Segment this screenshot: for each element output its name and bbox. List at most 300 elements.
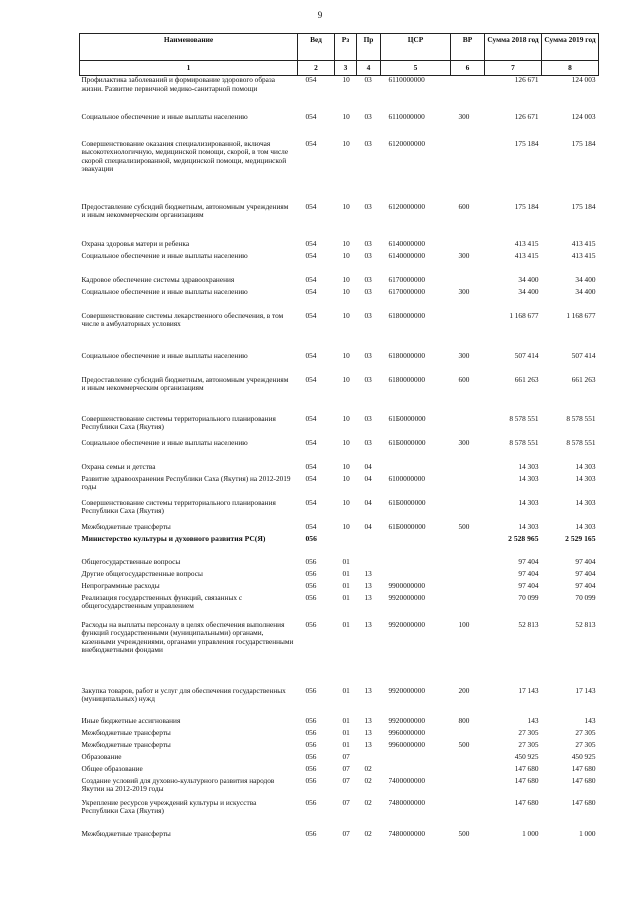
cell-csr: 6170000000 bbox=[388, 286, 425, 296]
cell-csr: 6110000000 bbox=[388, 111, 425, 121]
cell-s2019: 34 400 bbox=[575, 274, 596, 284]
cell-pr bbox=[357, 753, 381, 765]
cell-vr bbox=[451, 570, 485, 582]
header-csr: ЦСР bbox=[381, 34, 451, 61]
cell-s2018: 147 680 bbox=[514, 763, 539, 773]
cell-s2018: 14 303 bbox=[518, 461, 539, 471]
cell-pr: 04 bbox=[364, 497, 372, 507]
cell-name: Совершенствование оказания специализированной, включая высокотехнологичную, медицинской помощи, скорой, в том числе скорой специализированной, медицинской помощи, медицинской эвакуации bbox=[81, 138, 289, 174]
cell-rz: 01 bbox=[342, 580, 350, 590]
column-number: 1 bbox=[80, 61, 298, 76]
column-number: 7 bbox=[485, 61, 542, 76]
cell-ved: 054 bbox=[305, 473, 317, 483]
column-number: 3 bbox=[335, 61, 357, 76]
cell-s2019: 450 925 bbox=[571, 751, 596, 761]
cell-pr: 03 bbox=[364, 250, 372, 260]
table-row bbox=[80, 687, 599, 717]
cell-s2019: 8 578 551 bbox=[566, 437, 596, 447]
cell-rz: 10 bbox=[342, 201, 350, 211]
cell-rz: 01 bbox=[342, 739, 350, 749]
cell-pr: 13 bbox=[364, 592, 372, 602]
cell-s2019: 17 143 bbox=[575, 685, 596, 695]
cell-s2018: 14 303 bbox=[518, 521, 539, 531]
cell-s2018: 147 680 bbox=[514, 775, 539, 785]
cell-s2019: 661 263 bbox=[571, 374, 596, 384]
cell-s2018: 8 578 551 bbox=[509, 413, 539, 423]
cell-s2018: 97 404 bbox=[518, 556, 539, 566]
cell-name: Охрана семьи и детства bbox=[81, 461, 156, 471]
table-row bbox=[80, 76, 599, 113]
cell-rz: 01 bbox=[342, 556, 350, 566]
cell-s2018: 175 184 bbox=[514, 201, 539, 211]
cell-csr: 6100000000 bbox=[388, 473, 425, 483]
cell-csr bbox=[381, 765, 451, 777]
page-number: 9 bbox=[317, 10, 323, 20]
cell-pr: 13 bbox=[364, 580, 372, 590]
cell-s2019: 413 415 bbox=[571, 238, 596, 248]
cell-ved: 054 bbox=[305, 350, 317, 360]
cell-ved: 056 bbox=[305, 619, 317, 629]
cell-rz: 01 bbox=[342, 592, 350, 602]
cell-vr: 300 bbox=[458, 250, 470, 260]
column-number: 8 bbox=[542, 61, 599, 76]
cell-vr: 800 bbox=[458, 715, 470, 725]
cell-name: Общее образование bbox=[81, 763, 143, 773]
cell-s2019: 143 bbox=[584, 715, 596, 725]
cell-s2018: 14 303 bbox=[518, 473, 539, 483]
cell-s2019: 52 813 bbox=[575, 619, 596, 629]
cell-pr: 13 bbox=[364, 727, 372, 737]
cell-ved: 056 bbox=[305, 727, 317, 737]
cell-pr: 03 bbox=[364, 310, 372, 320]
cell-s2018: 97 404 bbox=[518, 568, 539, 578]
cell-s2019: 97 404 bbox=[575, 580, 596, 590]
cell-s2018: 97 404 bbox=[518, 580, 539, 590]
header-pr: Пр bbox=[357, 34, 381, 61]
cell-vr bbox=[451, 777, 485, 799]
cell-csr: 6120000000 bbox=[388, 138, 425, 148]
table-row bbox=[80, 252, 599, 276]
cell-ved: 056 bbox=[305, 828, 317, 838]
cell-csr: 7400000000 bbox=[388, 775, 425, 785]
cell-ved: 054 bbox=[305, 497, 317, 507]
cell-name: Социальное обеспечение и иные выплаты населению bbox=[81, 286, 248, 296]
cell-rz: 01 bbox=[342, 568, 350, 578]
cell-vr bbox=[451, 535, 485, 558]
cell-name: Непрограммные расходы bbox=[81, 580, 160, 590]
cell-csr: 9960000000 bbox=[388, 727, 425, 737]
cell-rz: 10 bbox=[342, 138, 350, 148]
cell-csr: 6140000000 bbox=[388, 250, 425, 260]
header-name: Наименование bbox=[80, 34, 298, 61]
cell-csr: 61Б0000000 bbox=[388, 497, 426, 507]
cell-s2019: 124 003 bbox=[571, 111, 596, 121]
table-row bbox=[80, 352, 599, 376]
cell-name: Создание условий для духовно-культурного развития народов Якутии на 2012-2019 годы bbox=[81, 775, 275, 794]
cell-ved: 054 bbox=[305, 374, 317, 384]
cell-s2019: 413 415 bbox=[571, 250, 596, 260]
table-row bbox=[80, 799, 599, 830]
cell-pr bbox=[357, 558, 381, 570]
cell-s2019: 27 305 bbox=[575, 739, 596, 749]
cell-csr bbox=[381, 535, 451, 558]
cell-rz: 01 bbox=[342, 727, 350, 737]
table-row bbox=[80, 717, 599, 729]
table-row bbox=[80, 113, 599, 140]
cell-s2019: 507 414 bbox=[571, 350, 596, 360]
table-row bbox=[80, 765, 599, 777]
cell-s2019: 14 303 bbox=[575, 461, 596, 471]
cell-s2019: 1 000 bbox=[579, 828, 596, 838]
column-number: 4 bbox=[357, 61, 381, 76]
cell-vr: 300 bbox=[458, 111, 470, 121]
cell-ved: 056 bbox=[305, 580, 317, 590]
cell-s2018: 175 184 bbox=[514, 138, 539, 148]
cell-ved: 054 bbox=[305, 138, 317, 148]
cell-vr bbox=[451, 499, 485, 523]
cell-pr: 03 bbox=[364, 75, 372, 84]
cell-pr: 03 bbox=[364, 138, 372, 148]
table-row bbox=[80, 535, 599, 558]
cell-ved: 054 bbox=[305, 250, 317, 260]
cell-vr bbox=[451, 312, 485, 352]
header-ved: Вед bbox=[298, 34, 335, 61]
table-row bbox=[80, 830, 599, 844]
cell-pr: 03 bbox=[364, 201, 372, 211]
table-row bbox=[80, 288, 599, 312]
cell-pr: 13 bbox=[364, 685, 372, 695]
budget-table-container bbox=[79, 33, 598, 844]
cell-ved: 056 bbox=[305, 763, 317, 773]
cell-vr bbox=[451, 558, 485, 570]
cell-ved: 054 bbox=[305, 437, 317, 447]
cell-pr: 13 bbox=[364, 715, 372, 725]
cell-s2018: 413 415 bbox=[514, 250, 539, 260]
table-row bbox=[80, 594, 599, 621]
cell-csr: 9960000000 bbox=[388, 739, 425, 749]
cell-vr: 500 bbox=[458, 828, 470, 838]
table-row bbox=[80, 203, 599, 240]
cell-s2018: 1 000 bbox=[522, 828, 539, 838]
cell-pr: 13 bbox=[364, 739, 372, 749]
cell-ved: 056 bbox=[305, 685, 317, 695]
cell-vr bbox=[451, 475, 485, 499]
cell-name: Межбюджетные трансферты bbox=[81, 521, 171, 531]
cell-name: Социальное обеспечение и иные выплаты населению bbox=[81, 111, 248, 121]
table-row bbox=[80, 753, 599, 765]
cell-s2019: 124 003 bbox=[571, 75, 596, 84]
cell-name: Развитие здравоохранения Республики Саха (Якутия) на 2012-2019 годы bbox=[81, 473, 291, 492]
table-header-row bbox=[80, 34, 599, 61]
cell-rz: 10 bbox=[342, 437, 350, 447]
cell-name: Иные бюджетные ассигнования bbox=[81, 715, 181, 725]
cell-csr: 9920000000 bbox=[388, 619, 425, 629]
header-rz: Рз bbox=[335, 34, 357, 61]
cell-vr: 500 bbox=[458, 739, 470, 749]
cell-vr: 200 bbox=[458, 685, 470, 695]
cell-ved: 054 bbox=[305, 75, 317, 84]
cell-csr bbox=[381, 753, 451, 765]
cell-vr bbox=[451, 415, 485, 439]
cell-s2018: 126 671 bbox=[514, 75, 539, 84]
table-row bbox=[80, 312, 599, 352]
column-number-row bbox=[80, 61, 599, 76]
cell-rz: 10 bbox=[342, 374, 350, 384]
cell-name: Предоставление субсидий бюджетным, автономным учреждениям и иным некоммерческим организациям bbox=[81, 201, 289, 220]
cell-s2018: 450 925 bbox=[514, 751, 539, 761]
cell-name: Закупка товаров, работ и услуг для обеспечения государственных (муниципальных) нужд bbox=[81, 685, 286, 704]
cell-rz: 07 bbox=[342, 775, 350, 785]
cell-vr: 100 bbox=[458, 619, 470, 629]
table-row bbox=[80, 276, 599, 288]
cell-s2019: 14 303 bbox=[575, 497, 596, 507]
cell-rz: 10 bbox=[342, 111, 350, 121]
cell-csr: 6110000000 bbox=[388, 75, 425, 84]
cell-ved: 056 bbox=[305, 533, 317, 543]
cell-rz: 10 bbox=[342, 473, 350, 483]
cell-name: Образование bbox=[81, 751, 122, 761]
cell-s2019: 8 578 551 bbox=[566, 413, 596, 423]
cell-s2018: 143 bbox=[527, 715, 539, 725]
cell-name: Социальное обеспечение и иные выплаты населению bbox=[81, 250, 248, 260]
cell-rz: 07 bbox=[342, 763, 350, 773]
cell-name: Предоставление субсидий бюджетным, автономным учреждениям и иным некоммерческим организациям bbox=[81, 374, 289, 393]
table-row bbox=[80, 582, 599, 594]
cell-rz: 01 bbox=[342, 685, 350, 695]
cell-pr: 04 bbox=[364, 521, 372, 531]
cell-name: Укрепление ресурсов учреждений культуры и искусства Республики Саха (Якутия) bbox=[81, 797, 257, 816]
table-row bbox=[80, 376, 599, 415]
cell-s2019: 97 404 bbox=[575, 568, 596, 578]
cell-rz: 10 bbox=[342, 461, 350, 471]
table-row bbox=[80, 140, 599, 203]
cell-pr: 13 bbox=[364, 619, 372, 629]
cell-rz bbox=[335, 535, 357, 558]
cell-ved: 054 bbox=[305, 111, 317, 121]
cell-csr: 61Б0000000 bbox=[388, 521, 426, 531]
cell-csr: 6170000000 bbox=[388, 274, 425, 284]
cell-s2018: 147 680 bbox=[514, 797, 539, 807]
cell-csr: 7480000000 bbox=[388, 828, 425, 838]
cell-pr: 03 bbox=[364, 238, 372, 248]
cell-csr: 9920000000 bbox=[388, 715, 425, 725]
cell-pr: 03 bbox=[364, 111, 372, 121]
cell-s2018: 8 578 551 bbox=[509, 437, 539, 447]
cell-ved: 056 bbox=[305, 715, 317, 725]
cell-vr: 300 bbox=[458, 286, 470, 296]
table-row bbox=[80, 499, 599, 523]
cell-s2019: 14 303 bbox=[575, 473, 596, 483]
cell-name: Кадровое обеспечение системы здравоохранения bbox=[81, 274, 235, 284]
cell-s2018: 34 400 bbox=[518, 274, 539, 284]
cell-s2018: 126 671 bbox=[514, 111, 539, 121]
cell-pr: 04 bbox=[364, 473, 372, 483]
cell-csr bbox=[381, 570, 451, 582]
cell-rz: 10 bbox=[342, 521, 350, 531]
cell-vr bbox=[451, 240, 485, 252]
cell-ved: 056 bbox=[305, 797, 317, 807]
cell-s2019: 2 529 165 bbox=[565, 533, 596, 543]
cell-s2019: 27 305 bbox=[575, 727, 596, 737]
cell-rz: 01 bbox=[342, 619, 350, 629]
cell-pr: 03 bbox=[364, 274, 372, 284]
cell-s2019: 1 168 677 bbox=[566, 310, 596, 320]
cell-name: Межбюджетные трансферты bbox=[81, 727, 171, 737]
cell-csr bbox=[381, 463, 451, 475]
cell-s2018: 27 305 bbox=[518, 739, 539, 749]
table-row bbox=[80, 570, 599, 582]
cell-csr: 6180000000 bbox=[388, 310, 425, 320]
cell-s2019: 97 404 bbox=[575, 556, 596, 566]
cell-vr bbox=[451, 582, 485, 594]
cell-rz: 01 bbox=[342, 715, 350, 725]
cell-name: Межбюджетные трансферты bbox=[81, 739, 171, 749]
cell-name: Совершенствование системы лекарственного обеспечения, в том числе в амбулаторных условиях bbox=[81, 310, 284, 329]
cell-name: Общегосударственные вопросы bbox=[81, 556, 181, 566]
cell-name: Социальное обеспечение и иные выплаты населению bbox=[81, 437, 248, 447]
cell-vr bbox=[451, 276, 485, 288]
cell-pr: 02 bbox=[364, 828, 372, 838]
header-sum-2019: Сумма 2019 год bbox=[542, 34, 599, 61]
cell-ved: 056 bbox=[305, 739, 317, 749]
cell-csr: 9920000000 bbox=[388, 685, 425, 695]
cell-rz: 10 bbox=[342, 413, 350, 423]
table-row bbox=[80, 240, 599, 252]
cell-vr: 300 bbox=[458, 437, 470, 447]
cell-s2018: 17 143 bbox=[518, 685, 539, 695]
cell-name: Социальное обеспечение и иные выплаты населению bbox=[81, 350, 248, 360]
column-number: 6 bbox=[451, 61, 485, 76]
cell-ved: 054 bbox=[305, 461, 317, 471]
cell-pr: 03 bbox=[364, 413, 372, 423]
cell-vr bbox=[451, 76, 485, 113]
table-row bbox=[80, 463, 599, 475]
cell-pr bbox=[357, 535, 381, 558]
cell-ved: 054 bbox=[305, 310, 317, 320]
cell-pr: 13 bbox=[364, 568, 372, 578]
cell-pr: 03 bbox=[364, 286, 372, 296]
cell-csr: 6120000000 bbox=[388, 201, 425, 211]
cell-rz: 10 bbox=[342, 75, 350, 84]
cell-ved: 056 bbox=[305, 751, 317, 761]
header-vr: ВР bbox=[451, 34, 485, 61]
cell-rz: 10 bbox=[342, 238, 350, 248]
table-row bbox=[80, 741, 599, 753]
column-number: 5 bbox=[381, 61, 451, 76]
cell-s2018: 661 263 bbox=[514, 374, 539, 384]
cell-ved: 054 bbox=[305, 238, 317, 248]
table-row bbox=[80, 523, 599, 535]
header-sum-2018: Сумма 2018 год bbox=[485, 34, 542, 61]
cell-csr bbox=[381, 558, 451, 570]
cell-rz: 10 bbox=[342, 286, 350, 296]
cell-s2019: 147 680 bbox=[571, 797, 596, 807]
cell-csr: 6180000000 bbox=[388, 374, 425, 384]
cell-s2019: 147 680 bbox=[571, 775, 596, 785]
cell-s2019: 175 184 bbox=[571, 138, 596, 148]
cell-s2018: 70 099 bbox=[518, 592, 539, 602]
cell-pr: 04 bbox=[364, 461, 372, 471]
table-row bbox=[80, 415, 599, 439]
cell-vr bbox=[451, 765, 485, 777]
cell-vr bbox=[451, 463, 485, 475]
table-row bbox=[80, 777, 599, 799]
cell-csr: 7480000000 bbox=[388, 797, 425, 807]
cell-pr: 03 bbox=[364, 374, 372, 384]
cell-ved: 054 bbox=[305, 521, 317, 531]
cell-vr: 600 bbox=[458, 201, 470, 211]
table-row bbox=[80, 729, 599, 741]
cell-rz: 10 bbox=[342, 250, 350, 260]
cell-pr: 02 bbox=[364, 797, 372, 807]
cell-vr: 300 bbox=[458, 350, 470, 360]
cell-ved: 056 bbox=[305, 568, 317, 578]
cell-ved: 056 bbox=[305, 592, 317, 602]
cell-vr bbox=[451, 140, 485, 203]
cell-name: Совершенствование системы территориального планирования Республики Саха (Якутия) bbox=[81, 497, 276, 516]
cell-s2018: 34 400 bbox=[518, 286, 539, 296]
cell-ved: 054 bbox=[305, 201, 317, 211]
cell-csr: 61Б0000000 bbox=[388, 413, 426, 423]
cell-s2019: 34 400 bbox=[575, 286, 596, 296]
budget-table bbox=[79, 33, 599, 844]
cell-ved: 054 bbox=[305, 274, 317, 284]
cell-rz: 10 bbox=[342, 350, 350, 360]
cell-rz: 10 bbox=[342, 310, 350, 320]
cell-name: Другие общегосударственные вопросы bbox=[81, 568, 203, 578]
cell-rz: 10 bbox=[342, 497, 350, 507]
cell-s2019: 14 303 bbox=[575, 521, 596, 531]
cell-s2018: 52 813 bbox=[518, 619, 539, 629]
cell-pr: 03 bbox=[364, 350, 372, 360]
cell-s2018: 507 414 bbox=[514, 350, 539, 360]
cell-name: Профилактика заболеваний и формирование здорового образа жизни. Развитие первичной медико-санитарной помощи bbox=[81, 75, 276, 93]
table-row bbox=[80, 439, 599, 463]
cell-s2019: 175 184 bbox=[571, 201, 596, 211]
cell-ved: 056 bbox=[305, 775, 317, 785]
cell-s2019: 147 680 bbox=[571, 763, 596, 773]
cell-s2018: 27 305 bbox=[518, 727, 539, 737]
cell-rz: 10 bbox=[342, 274, 350, 284]
cell-ved: 054 bbox=[305, 286, 317, 296]
cell-csr: 61Б0000000 bbox=[388, 437, 426, 447]
cell-s2018: 413 415 bbox=[514, 238, 539, 248]
cell-vr bbox=[451, 753, 485, 765]
cell-s2019: 70 099 bbox=[575, 592, 596, 602]
cell-ved: 056 bbox=[305, 556, 317, 566]
cell-ved: 054 bbox=[305, 413, 317, 423]
cell-name: Совершенствование системы территориального планирования Республики Саха (Якутия) bbox=[81, 413, 276, 432]
cell-vr bbox=[451, 799, 485, 830]
cell-csr: 6180000000 bbox=[388, 350, 425, 360]
cell-s2018: 14 303 bbox=[518, 497, 539, 507]
cell-vr bbox=[451, 729, 485, 741]
cell-rz: 07 bbox=[342, 751, 350, 761]
cell-pr: 02 bbox=[364, 775, 372, 785]
cell-vr: 600 bbox=[458, 374, 470, 384]
cell-name: Министерство культуры и духовного развития РС(Я) bbox=[81, 533, 266, 543]
cell-csr: 6140000000 bbox=[388, 238, 425, 248]
cell-pr: 02 bbox=[364, 763, 372, 773]
cell-s2018: 2 528 965 bbox=[508, 533, 539, 543]
cell-name: Охрана здоровья матери и ребенка bbox=[81, 238, 190, 248]
cell-name: Расходы на выплаты персоналу в целях обеспечения выполнения функций государственными (муниципальными) органами, казенными учреждениями, органами управления государственными внебюджетными фондами bbox=[81, 619, 294, 655]
table-row bbox=[80, 621, 599, 687]
cell-rz: 07 bbox=[342, 797, 350, 807]
cell-csr: 9900000000 bbox=[388, 580, 425, 590]
cell-vr bbox=[451, 594, 485, 621]
column-number: 2 bbox=[298, 61, 335, 76]
